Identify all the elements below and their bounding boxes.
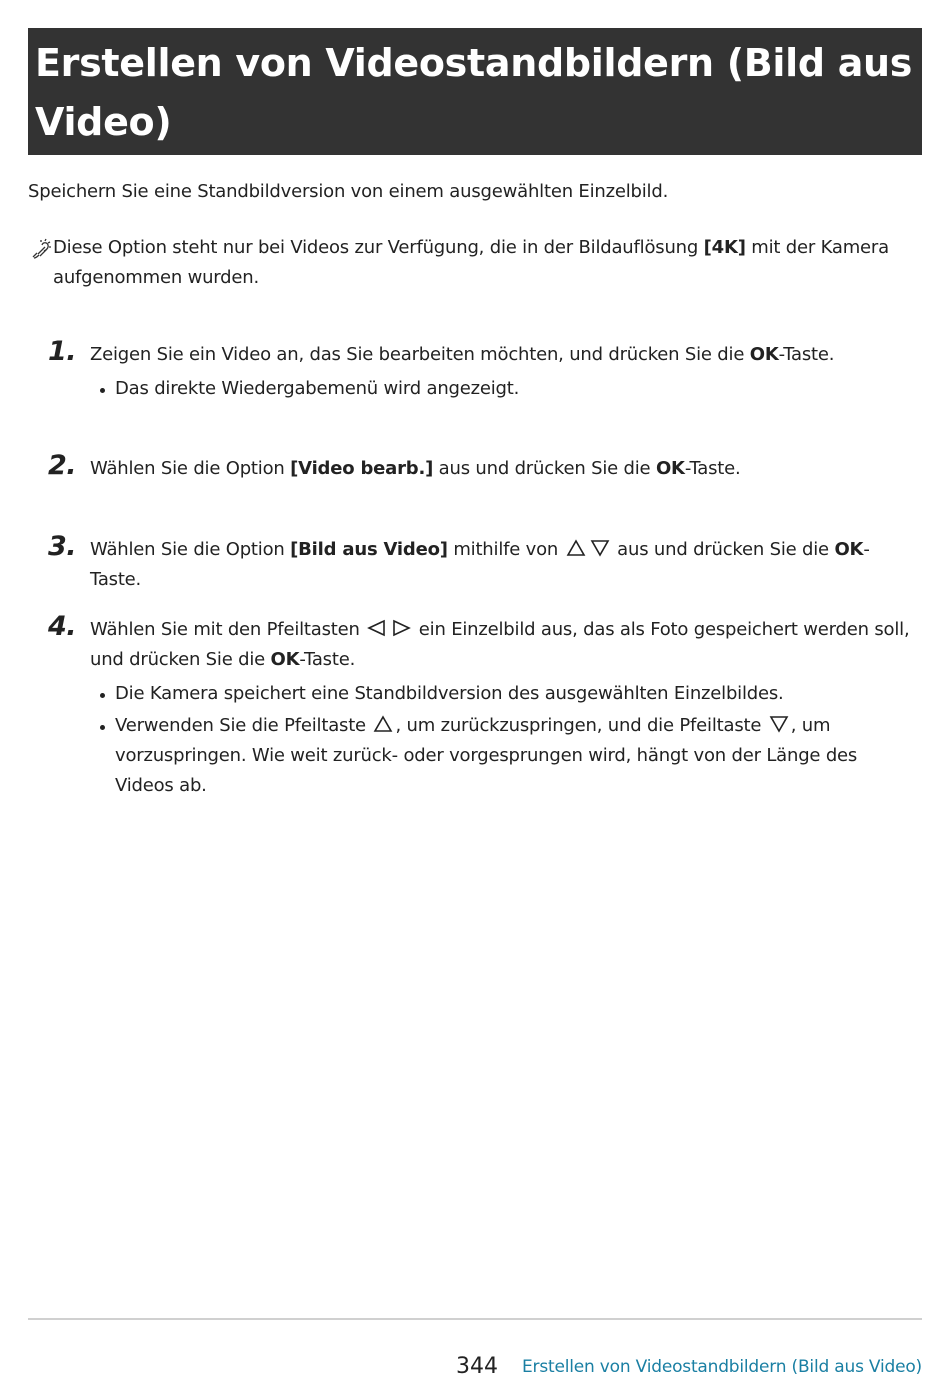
up-triangle-icon — [373, 715, 393, 733]
page-number: 344 — [456, 1354, 498, 1379]
hint-text-after: mit der Kamera aufgenommen wurden. — [53, 237, 889, 288]
title-bar — [28, 28, 922, 155]
up-triangle-icon — [566, 539, 586, 557]
step-number: 2. — [48, 450, 77, 481]
hint-note — [28, 233, 908, 293]
down-triangle-icon — [590, 539, 610, 557]
step-1 — [48, 336, 918, 406]
step-bullets — [90, 374, 918, 404]
intro-text: Speichern Sie eine Standbildversion von einem ausgewählten Einzelbild. — [28, 181, 669, 202]
list-item: Verwenden Sie die Pfeiltaste , um zurückzuspringen, und die Pfeiltaste , um vorzuspringen. Wie weit zurück- oder vorgesprungen wird, hängt von der Länge des Videos ab. — [90, 711, 918, 801]
step-4 — [48, 611, 918, 803]
step-text: Wählen Sie die Option [Bild aus Video] mithilfe von aus und drücken Sie die OK-Taste. — [90, 539, 870, 590]
step-bullets — [90, 679, 918, 801]
step-text: Zeigen Sie ein Video an, das Sie bearbeiten möchten, und drücken Sie die OK-Taste. — [90, 344, 835, 365]
down-triangle-icon — [769, 715, 789, 733]
page-title: Erstellen von Videostandbildern (Bild aus Video) — [35, 41, 913, 144]
step-number: 4. — [48, 611, 77, 642]
footer-section-link[interactable]: Erstellen von Videostandbildern (Bild aus Video) — [522, 1357, 922, 1377]
step-number: 1. — [48, 336, 77, 367]
hint-text-before: Diese Option steht nur bei Videos zur Verfügung, die in der Bildauflösung — [53, 237, 704, 258]
hint-text-bold: [4K] — [703, 237, 746, 258]
right-triangle-icon — [391, 619, 411, 637]
left-triangle-icon — [367, 619, 387, 637]
step-2 — [48, 450, 918, 484]
footer-divider — [28, 1318, 922, 1320]
step-number: 3. — [48, 531, 77, 562]
list-item: Die Kamera speichert eine Standbildversion des ausgewählten Einzelbildes. — [90, 679, 918, 709]
step-text: Wählen Sie mit den Pfeiltasten ein Einzelbild aus, das als Foto gespeichert werden soll, und drücken Sie die OK-Taste. — [90, 619, 910, 670]
step-3 — [48, 531, 918, 595]
step-text: Wählen Sie die Option [Video bearb.] aus und drücken Sie die OK-Taste. — [90, 458, 741, 479]
list-item: Das direkte Wiedergabemenü wird angezeigt. — [90, 374, 918, 404]
tip-icon — [28, 237, 52, 261]
